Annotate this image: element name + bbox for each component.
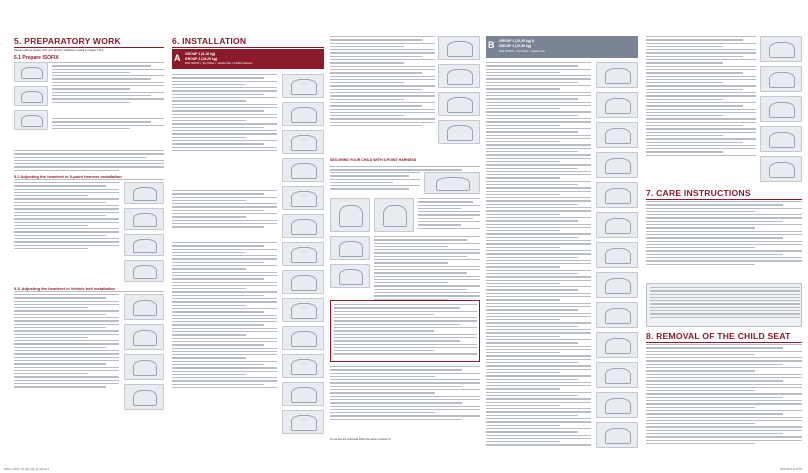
illustration <box>124 324 164 350</box>
illustration <box>596 422 638 448</box>
step-list <box>646 36 756 158</box>
footer-filename: SMGA_AXISS_FIX_EN_INR_gb (08.qxd 1 <box>4 468 50 471</box>
s52-title: 5.2 Adjusting the headrest in 5-point harness installation <box>14 174 164 180</box>
illustration <box>760 36 802 62</box>
illustration <box>596 392 638 418</box>
care-text <box>646 201 802 267</box>
step-list <box>172 74 277 153</box>
s53-title: 5.3. Adjusting the headrest in Vehicle belt installation <box>14 286 164 292</box>
illustration <box>596 182 638 208</box>
illustration <box>282 382 324 406</box>
group-a-line1: GROUP 1 (9-18 kg) <box>185 52 216 56</box>
illustration <box>282 214 324 238</box>
group-b-banner <box>486 36 638 58</box>
illustration <box>282 102 324 126</box>
step-list <box>172 190 277 230</box>
text-block <box>334 304 477 357</box>
illustration <box>438 36 480 60</box>
removal-text <box>646 344 802 446</box>
step-list <box>330 172 420 192</box>
safety-warning-box <box>330 300 480 362</box>
illustration <box>596 122 638 148</box>
illustration <box>282 242 324 266</box>
illustration <box>760 66 802 92</box>
s51-title: 5.1 Prepare ISOFIX <box>14 55 164 63</box>
illustration <box>596 62 638 88</box>
illustration <box>596 362 638 388</box>
illustration <box>596 152 638 178</box>
illustration <box>14 110 48 130</box>
column-group-b <box>486 0 638 467</box>
warning-text <box>14 150 164 173</box>
illustration <box>282 130 324 154</box>
step-list <box>418 198 480 231</box>
illustration <box>282 270 324 294</box>
illustration <box>14 86 48 106</box>
illustration <box>760 156 802 182</box>
section6-title: 6. INSTALLATION <box>172 36 324 48</box>
text-block <box>14 294 119 390</box>
table-rows <box>650 287 800 320</box>
illustration <box>282 74 324 98</box>
section5-intro: Please read the chapter with your desired installation method in chapter 6 first. <box>14 49 105 52</box>
illustration <box>124 294 164 320</box>
section8-title: 8. REMOVAL OF THE CHILD SEAT <box>646 331 802 343</box>
illustration <box>282 410 324 434</box>
illustration <box>282 158 324 182</box>
illustration <box>760 126 802 152</box>
group-b-line2: GROUP 3 (22-36 kg) <box>499 44 531 48</box>
column-care-removal <box>646 0 802 467</box>
illustration <box>330 236 370 260</box>
step-list <box>374 236 480 302</box>
text-block <box>14 182 119 251</box>
illustration <box>760 96 802 122</box>
illustration <box>14 62 48 82</box>
step-list <box>172 242 277 390</box>
illustration <box>124 354 164 380</box>
step-list <box>330 36 435 128</box>
illustration <box>438 92 480 116</box>
section5-title: 5. PREPARATORY WORK <box>14 36 164 48</box>
removal-note: To remove the child seat follow the steps in section 8 <box>330 438 391 441</box>
group-b-letter: B <box>488 40 495 50</box>
text-block <box>52 62 164 105</box>
illustration <box>124 260 164 282</box>
illustration <box>424 172 480 194</box>
column-preparatory-work <box>14 0 164 467</box>
illustration <box>596 242 638 268</box>
group-b-line3: With ISOFIX + Top Tether + Vehicle belt <box>499 50 545 53</box>
illustration <box>330 198 370 232</box>
column-securing <box>330 0 480 467</box>
text-block <box>52 118 164 131</box>
illustration <box>596 92 638 118</box>
illustration <box>596 332 638 358</box>
group-b-line1: GROUP 2 (15-25 kg) & <box>499 39 535 43</box>
footer-timestamp: 28.03.2014 14:07:51 <box>780 468 802 471</box>
illustration <box>282 298 324 322</box>
illustration <box>596 272 638 298</box>
illustration <box>438 120 480 144</box>
illustration <box>596 212 638 238</box>
section7-title: 7. CARE INSTRUCTIONS <box>646 188 802 200</box>
step-list <box>486 62 591 448</box>
group-a-banner <box>172 49 324 69</box>
illustration <box>438 64 480 88</box>
illustration <box>282 326 324 350</box>
group-a-line3: With ISOFIX + Top Tether + Vehicle belt + 5-Point Harness <box>185 62 253 65</box>
illustration <box>282 354 324 378</box>
illustration <box>374 198 414 232</box>
illustration <box>124 234 164 256</box>
group-a-letter: A <box>174 53 181 63</box>
text-block <box>330 366 480 422</box>
illustration <box>282 186 324 210</box>
column-installation <box>172 0 324 467</box>
illustration <box>124 208 164 230</box>
group-a-line2: GROUP 2 (15-25 kg) <box>185 57 217 61</box>
securing-title: SECURING YOUR CHILD WITH 5-POINT HARNESS <box>330 158 417 162</box>
illustration <box>596 302 638 328</box>
illustration <box>330 264 370 288</box>
illustration <box>124 384 164 410</box>
illustration <box>124 182 164 204</box>
care-table <box>646 283 802 327</box>
